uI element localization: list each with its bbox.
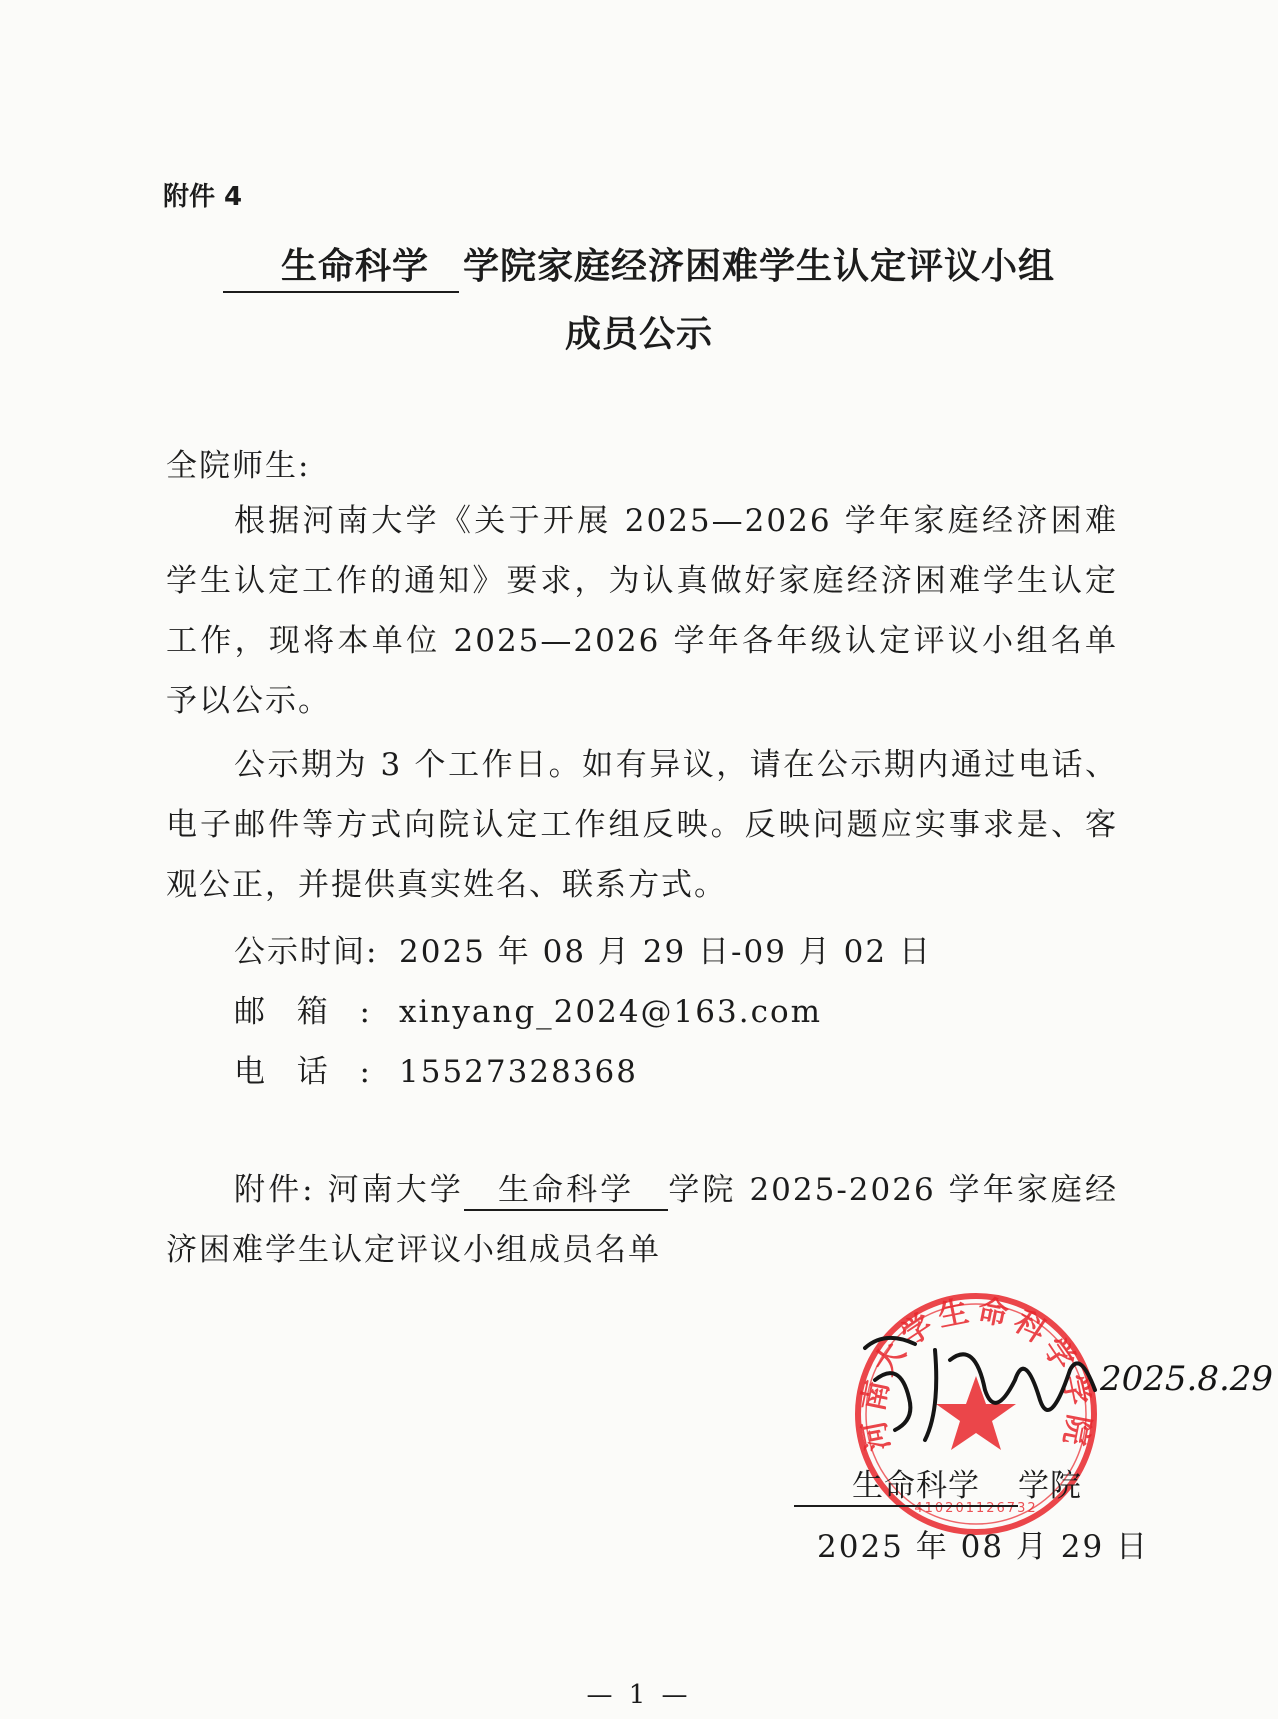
attachment-note-prefix: 附件: 河南大学 (234, 1172, 464, 1208)
announcement-time-label: 公示时间: (234, 934, 379, 970)
announcement-time-value: 2025 年 08 月 29 日-09 月 02 日 (399, 934, 932, 970)
paragraph-1: 根据河南大学《关于开展 2025—2026 学年家庭经济困难学生认定工作的通知》要求，为认真做好家庭经济困难学生认定工作，现将本单位 2025—2026 学年各年级认定评议小组名单予以公示。 (166, 503, 1118, 719)
salutation: 全院师生: (166, 448, 311, 484)
attachment-note (166, 1160, 1118, 1280)
signing-date: 2025 年 08 月 29 日 (817, 1529, 1150, 1565)
announcement-time-row (234, 926, 932, 971)
paragraph-2: 公示期为 3 个工作日。如有异议，请在公示期内通过电话、电子邮件等方式向院认定工作组反映。反映问题应实事求是、客观公正，并提供真实姓名、联系方式。 (166, 747, 1118, 903)
attachment-label: 附件 4 (163, 182, 243, 212)
email-value: xinyang_2024@163.com (399, 994, 823, 1030)
handwritten-signature (845, 1320, 1274, 1450)
document-title-line-2: 成员公示 (564, 314, 713, 355)
handwritten-date: 2025.8.29 (1100, 1359, 1274, 1399)
signing-unit-suffix: 学院 (1018, 1468, 1082, 1504)
signing-unit (794, 1460, 1082, 1505)
document-title-line-1 (0, 238, 1278, 293)
title-unit-fill: 生命科学 (223, 238, 459, 293)
title-line-1-rest: 学院家庭经济困难学生认定评议小组 (463, 246, 1056, 287)
signing-unit-fill: 生命科学 (794, 1468, 1018, 1507)
email-label: 邮箱: (234, 994, 372, 1030)
phone-row (234, 1046, 638, 1091)
phone-label: 电话: (234, 1054, 372, 1090)
page-number: — 1 — (586, 1680, 692, 1710)
email-row (234, 986, 822, 1031)
attachment-unit-fill: 生命科学 (464, 1172, 668, 1211)
seal-text: 河南大学生命科学学院 (855, 1292, 1097, 1454)
attachment-note-rest: 学院 2025-2026 学年家庭经济困难学生认定评议小组成员名单 (166, 1172, 1119, 1268)
phone-value: 15527328368 (399, 1054, 638, 1090)
seal-number: 410201126732 (914, 1501, 1038, 1516)
